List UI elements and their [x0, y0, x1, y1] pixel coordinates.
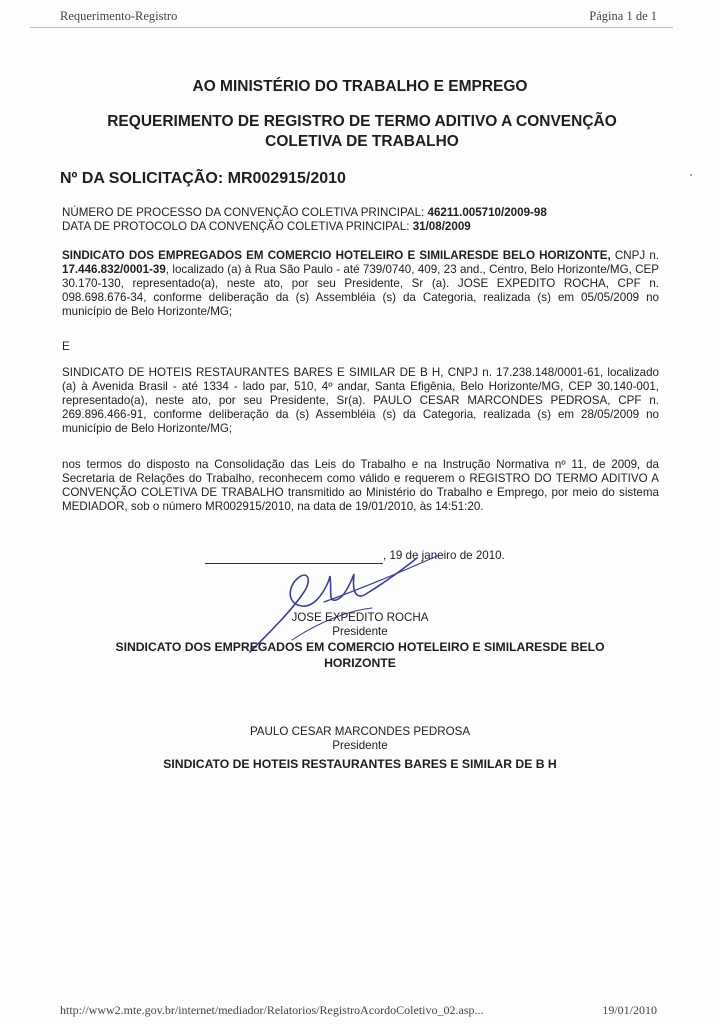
- footer-date: 19/01/2010: [602, 1003, 657, 1017]
- footer-url: http://www2.mte.gov.br/internet/mediador/Relatorios/RegistroAcordoColetivo_02.asp...: [60, 1003, 484, 1017]
- header-divider: [30, 27, 673, 28]
- process-metadata: [62, 206, 547, 234]
- party-2-paragraph: SINDICATO DE HOTEIS RESTAURANTES BARES E SIMILAR DE B H, CNPJ n. 17.238.148/0001-61, localizado (a) à Avenida Brasil - até 1334 - lado par, 510, 4º andar, Santa Efigênia, Belo Horizonte/MG, CEP 30.140-001, representado(a), neste ato, por seu Presidente, Sr(a). PAULO CESAR MARCONDES PEDROSA, CPF n. 269.896.466-91, conforme deliberação da (s) Assembléia (s) da Categoria, realizada (s) em 28/05/2009 no município de Belo Horizonte/MG;: [62, 366, 659, 435]
- process-number-value: 46211.005710/2009-98: [427, 206, 547, 219]
- conjunction: E: [62, 340, 70, 353]
- party-1-paragraph: [62, 249, 659, 319]
- protocol-date-value: 31/08/2009: [412, 220, 471, 233]
- signatory-2-role: Presidente: [332, 739, 388, 752]
- scan-speck: [690, 174, 692, 176]
- signatory-1-organization: SINDICATO DOS EMPREGADOS EM COMERCIO HOTELEIRO E SIMILARESDE BELO HORIZONTE: [115, 640, 605, 670]
- party-1-cnpj: 17.446.832/0001-39: [62, 263, 166, 276]
- signatory-2-name: PAULO CESAR MARCONDES PEDROSA: [249, 725, 471, 738]
- document-title: REQUERIMENTO DE REGISTRO DE TERMO ADITIVO A CONVENÇÃO COLETIVA DE TRABALHO: [107, 113, 617, 150]
- protocol-date-label: DATA DE PROTOCOLO DA CONVENÇÃO COLETIVA PRINCIPAL:: [62, 220, 413, 233]
- process-number-line: [62, 206, 547, 220]
- header-title: Requerimento-Registro: [60, 9, 178, 23]
- page-number: Página 1 de 1: [589, 9, 657, 23]
- process-number-label: NÚMERO DE PROCESSO DA CONVENÇÃO COLETIVA PRINCIPAL:: [62, 206, 428, 219]
- addressee-heading: AO MINISTÉRIO DO TRABALHO E EMPREGO: [192, 78, 528, 95]
- protocol-date-line: [62, 220, 547, 234]
- request-paragraph: nos termos do disposto na Consolidação das Leis do Trabalho e na Instrução Normativa nº 11, de 2009, da Secretaria de Relações do Trabalho, reconhecem como válido e requerem o REGISTRO DO TERMO ADITIVO A CONVENÇÃO COLETIVA DE TRABALHO transmitido ao Ministério do Trabalho e Emprego, por meio do sistema MEDIADOR, sob o número MR002915/2010, na data de 19/01/2010, às 14:51:20.: [62, 458, 659, 513]
- signatory-2-organization: SINDICATO DE HOTEIS RESTAURANTES BARES E SIMILAR DE B H: [163, 757, 557, 771]
- party-1-details: , localizado (a) à Rua São Paulo - até 739/0740, 409, 23 and., Centro, Belo Horizonte/MG, CEP 30.170-130, representado(a), neste ato, por seu Presidente, Sr (a). JOSE EXPEDITO ROCHA, CPF n. 098.698.676-34, conforme deliberação da (s) Assembléia (s) da Categoria, realizada (s) em 05/05/2009 no município de Belo Horizonte/MG;: [62, 263, 659, 318]
- signatory-1-name: JOSE EXPEDITO ROCHA: [291, 611, 429, 624]
- party-1-cnpj-prefix: CNPJ n.: [610, 249, 659, 262]
- party-1-name: SINDICATO DOS EMPREGADOS EM COMERCIO HOTELEIRO E SIMILARESDE BELO HORIZONTE,: [62, 249, 611, 262]
- signing-date: , 19 de janeiro de 2010.: [383, 549, 505, 562]
- signatory-1-role: Presidente: [332, 625, 388, 638]
- request-number: Nº DA SOLICITAÇÃO: MR002915/2010: [60, 170, 346, 187]
